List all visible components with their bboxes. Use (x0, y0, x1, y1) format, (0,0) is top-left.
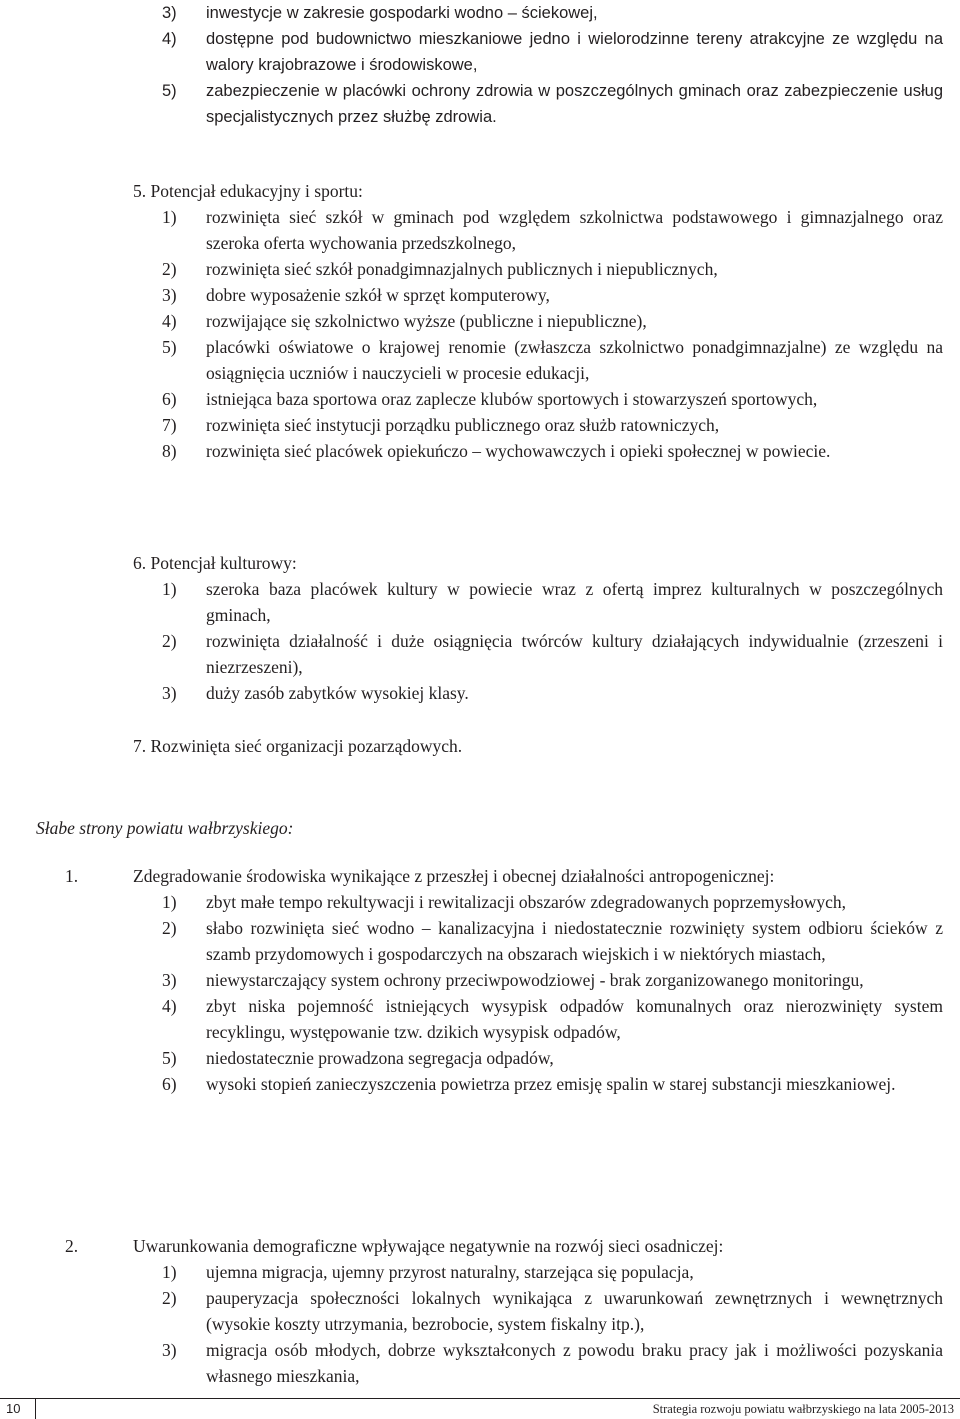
item-number: 3) (162, 1340, 177, 1360)
list-item (0, 628, 960, 680)
item-text: zbyt małe tempo rekultywacji i rewitalizacji obszarów zdegradowanych poprzemysłowych, (206, 892, 846, 912)
group-heading (0, 1233, 960, 1259)
item-text: rozwinięta sieć szkół w gminach pod względem szkolnictwa podstawowego i gimnazjalnego oraz szeroka oferta wychowania przedszkolnego, (206, 207, 943, 253)
item-text: dobre wyposażenie szkół w sprzęt komputerowy, (206, 285, 550, 305)
list-item (0, 308, 960, 334)
item-number: 5) (162, 82, 177, 100)
group-number: 1. (65, 866, 79, 886)
group-list (0, 1259, 960, 1389)
list-item (0, 334, 960, 386)
page-number: 10 (6, 1401, 21, 1416)
item-text: zbyt niska pojemność istniejących wysypisk odpadów komunalnych oraz nierozwinięty system recyklingu, występowanie tzw. dzikich wysypisk odpadów, (206, 996, 943, 1042)
item-number: 2) (162, 631, 177, 651)
item-text: istniejąca baza sportowa oraz zaplecze klubów sportowych i stowarzyszeń sportowych, (206, 389, 818, 409)
item-text: migracja osób młodych, dobrze wykształconych z powodu braku pracy jak i możliwości pozyskania własnego mieszkania, (206, 1340, 943, 1386)
list-item (0, 993, 960, 1045)
section-heading: 5. Potencjał edukacyjny i sportu: (133, 181, 363, 201)
list-item (0, 412, 960, 438)
list-item (0, 1285, 960, 1337)
list-item (0, 1045, 960, 1071)
item-number: 3) (162, 4, 177, 22)
list-item (0, 1071, 960, 1097)
list-item (0, 680, 960, 706)
item-text: pauperyzacja społeczności lokalnych wynikająca z uwarunkowań zewnętrznych i wewnętrznych (wysokie koszty utrzymania, bezrobocie, system fiskalny itp.), (206, 1288, 943, 1334)
list-item (0, 26, 960, 78)
item-number: 6) (162, 389, 177, 409)
item-text: rozwinięta sieć instytucji porządku publicznego oraz służb ratowniczych, (206, 415, 720, 435)
group-heading-text: Uwarunkowania demograficzne wpływające negatywnie na rozwój sieci osadniczej: (133, 1236, 724, 1256)
section-list (0, 204, 960, 464)
item-text: placówki oświatowe o krajowej renomie (zwłaszcza szkolnictwo ponadgimnazjalne) ze względu na osiągnięcia uczniów i nauczycieli w procesie edukacji, (206, 337, 943, 383)
item-text: inwestycje w zakresie gospodarki wodno – ściekowej, (206, 4, 598, 22)
item-number: 2) (162, 259, 177, 279)
list-item (0, 1259, 960, 1285)
item-text: niewystarczający system ochrony przeciwpowodziowej - brak zorganizowanego monitoringu, (206, 970, 864, 990)
item-text: rozwinięta sieć placówek opiekuńczo – wychowawczych i opieki społecznej w powiecie. (206, 441, 831, 461)
item-number: 1) (162, 207, 177, 227)
item-number: 2) (162, 1288, 177, 1308)
item-number: 1) (162, 579, 177, 599)
weaknesses-title: Słabe strony powiatu wałbrzyskiego: (36, 818, 294, 838)
list-item (0, 0, 960, 26)
footer-rule (0, 1398, 960, 1399)
item-text: wysoki stopień zanieczyszczenia powietrza przez emisję spalin w starej substancji mieszkaniowej. (206, 1074, 896, 1094)
item-number: 2) (162, 918, 177, 938)
list-item (0, 967, 960, 993)
list-item (0, 386, 960, 412)
top-list (0, 0, 960, 130)
item-number: 6) (162, 1074, 177, 1094)
item-number: 3) (162, 683, 177, 703)
item-number: 4) (162, 996, 177, 1016)
item-number: 8) (162, 441, 177, 461)
item-number: 5) (162, 337, 177, 357)
item-number: 7) (162, 415, 177, 435)
group-list (0, 889, 960, 1097)
list-item (0, 438, 960, 464)
item-text: słabo rozwinięta sieć wodno – kanalizacyjna i niedostatecznie rozwinięty system odbioru ścieków z szamb przydomowych i gospodarczych na obszarach wiejskich i w niektórych miastach, (206, 918, 943, 964)
section-heading: 6. Potencjał kulturowy: (133, 553, 297, 573)
item-number: 3) (162, 970, 177, 990)
item-number: 3) (162, 285, 177, 305)
group-heading (0, 863, 960, 889)
item-text: ujemna migracja, ujemny przyrost naturalny, starzejąca się populacja, (206, 1262, 694, 1282)
item-number: 4) (162, 311, 177, 331)
item-text: duży zasób zabytków wysokiej klasy. (206, 683, 469, 703)
item-number: 1) (162, 892, 177, 912)
list-item (0, 915, 960, 967)
item-text: rozwijające się szkolnictwo wyższe (publiczne i niepubliczne), (206, 311, 647, 331)
list-item (0, 78, 960, 130)
list-item (0, 1337, 960, 1389)
group-number: 2. (65, 1236, 79, 1256)
section-heading: 7. Rozwinięta sieć organizacji pozarządowych. (133, 736, 463, 756)
section-education-sport (0, 178, 960, 464)
list-item (0, 576, 960, 628)
item-number: 5) (162, 1048, 177, 1068)
item-text: niedostatecznie prowadzona segregacja odpadów, (206, 1048, 554, 1068)
item-text: szeroka baza placówek kultury w powiecie wraz z ofertą imprez kulturalnych w poszczególnych gminach, (206, 579, 943, 625)
weakness-group-environment (0, 863, 960, 1097)
list-item (0, 256, 960, 282)
section-ngo (0, 733, 960, 759)
section-culture (0, 550, 960, 706)
list-item (0, 204, 960, 256)
item-text: rozwinięta działalność i duże osiągnięcia twórców kultury działających indywidualnie (zrzeszeni i niezrzeszeni), (206, 631, 943, 677)
footer-divider (35, 1398, 36, 1419)
item-number: 1) (162, 1262, 177, 1282)
weakness-group-demography (0, 1233, 960, 1389)
item-text: rozwinięta sieć szkół ponadgimnazjalnych publicznych i niepublicznych, (206, 259, 718, 279)
section-list (0, 576, 960, 706)
list-item (0, 889, 960, 915)
list-item (0, 282, 960, 308)
group-heading-text: Zdegradowanie środowiska wynikające z przeszłej i obecnej działalności antropogenicznej: (133, 866, 775, 886)
item-number: 4) (162, 30, 177, 48)
continued-list (0, 0, 960, 130)
item-text: zabezpieczenie w placówki ochrony zdrowia w poszczególnych gminach oraz zabezpieczenie usług specjalistycznych przez służbę zdrowia. (206, 82, 943, 126)
running-title: Strategia rozwoju powiatu wałbrzyskiego na lata 2005-2013 (652, 1402, 954, 1416)
item-text: dostępne pod budownictwo mieszkaniowe jedno i wielorodzinne tereny atrakcyjne ze względu na walory krajobrazowe i środowiskowe, (206, 30, 943, 74)
